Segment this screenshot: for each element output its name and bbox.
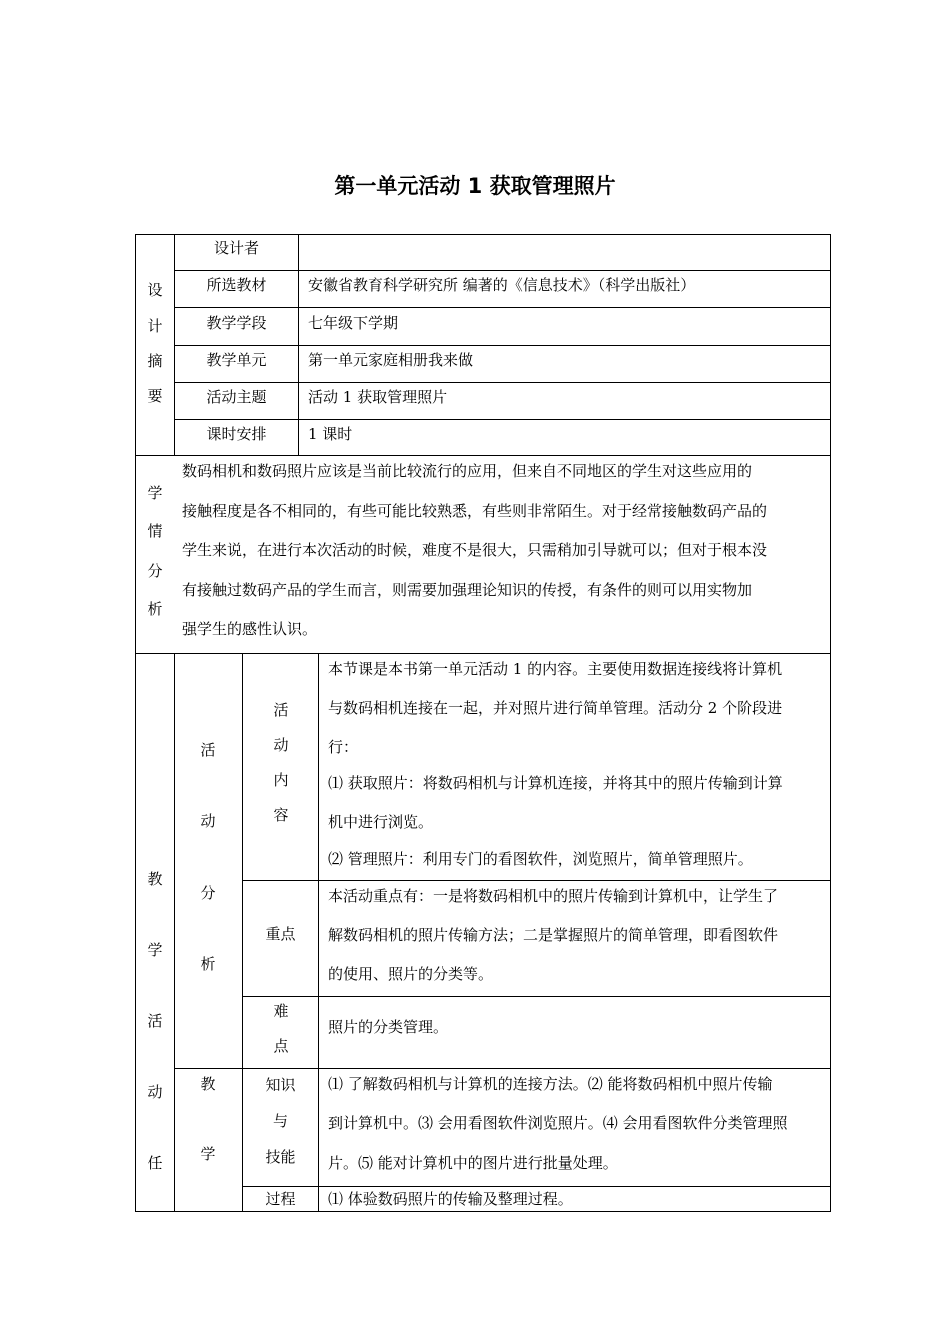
lesson-table <box>135 234 831 1212</box>
text-line: ⑴ 获取照片：将数码相机与计算机连接，并将其中的照片传输到计算 <box>328 774 783 792</box>
text-line: 行： <box>328 738 359 756</box>
topic-value: 活动 1 获取管理照片 <box>308 388 448 406</box>
row-divider <box>174 382 831 383</box>
grade-value: 七年级下学期 <box>308 314 399 332</box>
schedule-value: 1 课时 <box>308 425 353 443</box>
side-label-char: 学 <box>147 484 163 502</box>
unit-value: 第一单元家庭相册我来做 <box>308 351 474 369</box>
row-divider <box>174 270 831 271</box>
text-line: 学生来说，在进行本次活动的时候，难度不是很大，只需稍加引导就可以；但对于根本没 <box>182 541 768 559</box>
side-label-char: 任 <box>147 1154 163 1172</box>
label-char: 容 <box>273 806 289 824</box>
side-label-char: 计 <box>147 317 163 335</box>
topic-label: 活动主题 <box>206 388 267 406</box>
row-divider <box>174 1068 831 1069</box>
row-divider <box>174 419 831 420</box>
text-line: 强学生的感性认识。 <box>182 620 318 638</box>
text-line: ⑴ 了解数码相机与计算机的连接方法。⑵ 能将数码相机中照片传输 <box>328 1075 773 1093</box>
text-line: 到计算机中。⑶ 会用看图软件浏览照片。⑷ 会用看图软件分类管理照 <box>328 1114 788 1132</box>
text-line: 机中进行浏览。 <box>328 813 434 831</box>
side-label-char: 学 <box>147 941 163 959</box>
process-label: 过程 <box>265 1190 296 1208</box>
side-label-char: 析 <box>147 600 163 618</box>
side-label-char: 要 <box>147 387 163 405</box>
text-line: 片。⑸ 能对计算机中的图片进行批量处理。 <box>328 1154 618 1172</box>
row-divider <box>242 996 831 997</box>
row-divider <box>135 455 831 456</box>
textbook-label: 所选教材 <box>206 276 267 294</box>
label-char: 难 <box>273 1002 289 1020</box>
key-point-label: 重点 <box>265 925 296 943</box>
text-line: 的使用、照片的分类等。 <box>328 965 494 983</box>
side-label-char: 情 <box>147 522 163 540</box>
label-line: 与 <box>272 1112 288 1130</box>
column-divider <box>174 653 175 1212</box>
label-char: 动 <box>273 736 289 754</box>
schedule-label: 课时安排 <box>206 425 267 443</box>
row-divider <box>135 653 831 654</box>
text-line: 解数码相机的照片传输方法；二是掌握照片的简单管理，即看图软件 <box>328 926 779 944</box>
column-divider <box>318 653 319 1212</box>
label-line: 知识 <box>265 1076 296 1094</box>
process-text: ⑴ 体验数码照片的传输及整理过程。 <box>328 1190 573 1208</box>
label-char: 内 <box>273 771 289 789</box>
text-line: 与数码相机连接在一起，并对照片进行简单管理。活动分 2 个阶段进 <box>328 699 783 717</box>
textbook-value: 安徽省教育科学研究所 编著的《信息技术》（科学出版社） <box>308 276 696 294</box>
label-line: 技能 <box>265 1148 296 1166</box>
side-label-char: 摘 <box>147 352 163 370</box>
text-line: ⑵ 管理照片：利用专门的看图软件，浏览照片，简单管理照片。 <box>328 850 753 868</box>
row-divider <box>242 880 831 881</box>
unit-label: 教学单元 <box>206 351 267 369</box>
label-char: 析 <box>200 955 216 973</box>
text-line: 本节课是本书第一单元活动 1 的内容。主要使用数据连接线将计算机 <box>328 660 783 678</box>
side-label-char: 分 <box>147 562 163 580</box>
text-line: 数码相机和数码照片应该是当前比较流行的应用，但来自不同地区的学生对这些应用的 <box>182 462 753 480</box>
grade-label: 教学学段 <box>206 314 267 332</box>
row-divider <box>174 345 831 346</box>
side-label-char: 动 <box>147 1083 163 1101</box>
difficulty-text: 照片的分类管理。 <box>328 1018 449 1036</box>
label-char: 活 <box>200 741 216 759</box>
row-divider <box>174 307 831 308</box>
label-char: 教 <box>200 1075 216 1093</box>
label-char: 动 <box>200 812 216 830</box>
label-char: 活 <box>273 701 289 719</box>
side-label-char: 活 <box>147 1012 163 1030</box>
page-title: 第一单元活动 1 获取管理照片 <box>334 174 616 198</box>
label-char: 学 <box>200 1145 216 1163</box>
side-label-char: 教 <box>147 870 163 888</box>
row-divider <box>242 1186 831 1187</box>
text-line: 接触程度是各不相同的，有些可能比较熟悉，有些则非常陌生。对于经常接触数码产品的 <box>182 502 768 520</box>
text-line: 有接触过数码产品的学生而言，则需要加强理论知识的传授，有条件的则可以用实物加 <box>182 581 753 599</box>
side-label-char: 设 <box>147 281 163 299</box>
label-char: 点 <box>273 1037 289 1055</box>
label-char: 分 <box>200 884 216 902</box>
text-line: 本活动重点有：一是将数码相机中的照片传输到计算机中，让学生了 <box>328 887 779 905</box>
designer-label: 设计者 <box>213 239 259 257</box>
